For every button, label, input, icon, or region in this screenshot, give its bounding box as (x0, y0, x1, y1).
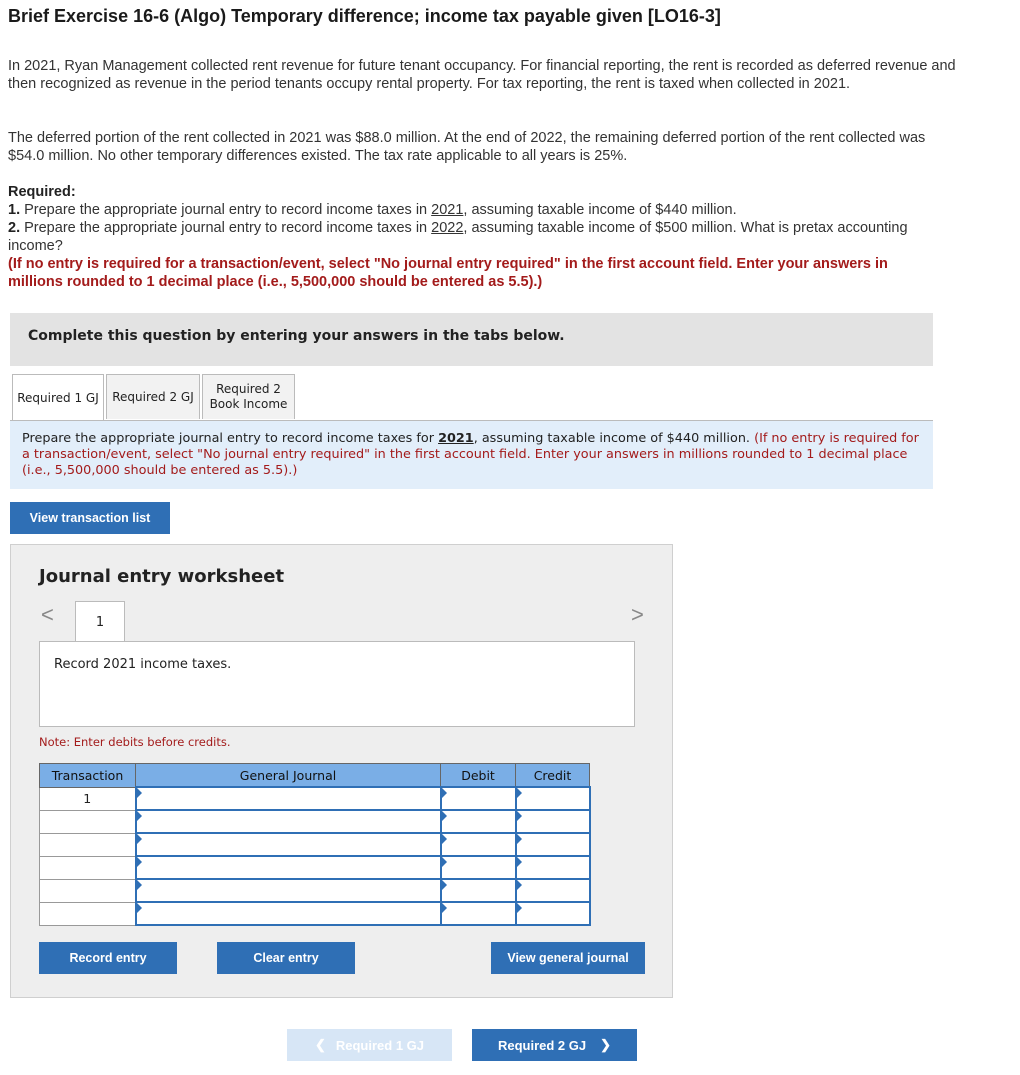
table-row (40, 879, 590, 902)
transaction-cell (40, 856, 136, 879)
debit-input[interactable] (441, 856, 516, 879)
complete-question-banner (10, 313, 933, 366)
entry-number-tab[interactable]: 1 (75, 601, 125, 642)
required-item1-number: 1. (8, 202, 21, 218)
details-paragraph: The deferred portion of the rent collected in 2021 was $88.0 million. At the end of 2022, the remaining deferred portion of the rent collected was $54.0 million. No other temporary differences existed. The tax rate applicable to all years is 25%. (8, 130, 926, 164)
instruction-note: (If no entry is required for a transaction/event, select "No journal entry required" in the first account field. Enter your answers in millions rounded to 1 decimal place (i.e., 5,500,000 should be entered as 5.5).) (22, 431, 919, 478)
intro-paragraph: In 2021, Ryan Management collected rent revenue for future tenant occupancy. For financial reporting, the rent is recorded as deferred revenue and then recognized as revenue in the period tenants occupy rental property. For tax reporting, the rent is taxed when collected in 2021. (8, 58, 956, 92)
column-header-general-journal: General Journal (136, 764, 441, 788)
view-general-journal-button[interactable]: View general journal (491, 942, 645, 974)
entry-description: Record 2021 income taxes. (39, 641, 635, 727)
complete-question-text: Complete this question by entering your answers in the tabs below. (28, 328, 565, 344)
transaction-cell: 1 (40, 787, 136, 810)
previous-tab-button (287, 1029, 452, 1061)
chevron-left-icon: ❮ (314, 1037, 326, 1052)
instruction-text-end: , assuming taxable income of $440 million. (473, 431, 755, 446)
credit-input[interactable] (516, 787, 590, 810)
next-tab-button[interactable] (472, 1029, 637, 1061)
view-transaction-list-button[interactable]: View transaction list (10, 502, 170, 534)
instruction-year: 2021 (438, 431, 474, 446)
worksheet-title: Journal entry worksheet (39, 566, 285, 587)
next-tab-label: Required 2 GJ (497, 1037, 587, 1053)
clear-entry-button[interactable]: Clear entry (217, 942, 355, 974)
debit-input[interactable] (441, 810, 516, 833)
debit-input[interactable] (441, 902, 516, 925)
tab-required-1-gj[interactable]: Required 1 GJ (12, 374, 104, 421)
debit-input[interactable] (441, 833, 516, 856)
tab-required-2-book-income[interactable]: Required 2 Book Income (202, 374, 295, 419)
account-input[interactable] (136, 833, 441, 856)
required-section (8, 183, 938, 291)
required-item1-year: 2021 (431, 202, 464, 218)
table-row (40, 833, 590, 856)
account-input[interactable] (136, 856, 441, 879)
column-header-debit: Debit (441, 764, 516, 788)
required-item1-text-end: , assuming taxable income of $440 million. (463, 202, 737, 218)
credit-input[interactable] (516, 902, 590, 925)
account-input[interactable] (136, 810, 441, 833)
credit-input[interactable] (516, 833, 590, 856)
chevron-left-icon[interactable]: < (41, 602, 54, 627)
credit-input[interactable] (516, 810, 590, 833)
required-item2-text: Prepare the appropriate journal entry to record income taxes in (20, 220, 432, 236)
account-input[interactable] (136, 902, 441, 925)
required-item2-number: 2. (8, 220, 21, 236)
instruction-text: Prepare the appropriate journal entry to record income taxes for (22, 431, 439, 446)
record-entry-button[interactable]: Record entry (39, 942, 177, 974)
column-header-transaction: Transaction (40, 764, 136, 788)
required-item2-year: 2022 (431, 220, 464, 236)
instruction-box (10, 421, 933, 489)
required-note: (If no entry is required for a transaction/event, select "No journal entry required" in the first account field. Enter your answers in millions rounded to 1 decimal place (i.e., 5,500,000 should be entered as 5.5).) (8, 256, 888, 290)
table-row (40, 787, 590, 810)
debits-note: Note: Enter debits before credits. (39, 735, 231, 749)
credit-input[interactable] (516, 856, 590, 879)
credit-input[interactable] (516, 879, 590, 902)
table-row (40, 856, 590, 879)
transaction-cell (40, 902, 136, 925)
tab-required-2-gj[interactable]: Required 2 GJ (106, 374, 200, 419)
journal-table (39, 763, 591, 926)
transaction-cell (40, 879, 136, 902)
transaction-cell (40, 810, 136, 833)
account-input[interactable] (136, 879, 441, 902)
debit-input[interactable] (441, 879, 516, 902)
transaction-cell (40, 833, 136, 856)
column-header-credit: Credit (516, 764, 590, 788)
required-item1-text: Prepare the appropriate journal entry to record income taxes in (20, 202, 432, 218)
page-title: Brief Exercise 16-6 (Algo) Temporary difference; income tax payable given [LO16-3] (8, 6, 721, 26)
required-label: Required: (8, 184, 76, 200)
account-input[interactable] (136, 787, 441, 810)
chevron-right-icon[interactable]: > (631, 602, 644, 627)
previous-tab-label: Required 1 GJ (335, 1037, 425, 1053)
table-row (40, 902, 590, 925)
chevron-right-icon: ❯ (600, 1037, 612, 1052)
table-row (40, 810, 590, 833)
debit-input[interactable] (441, 787, 516, 810)
journal-entry-worksheet (10, 544, 673, 998)
required-item2-text-end: , assuming taxable income of $500 million. What is pretax accounting income? (8, 220, 908, 254)
